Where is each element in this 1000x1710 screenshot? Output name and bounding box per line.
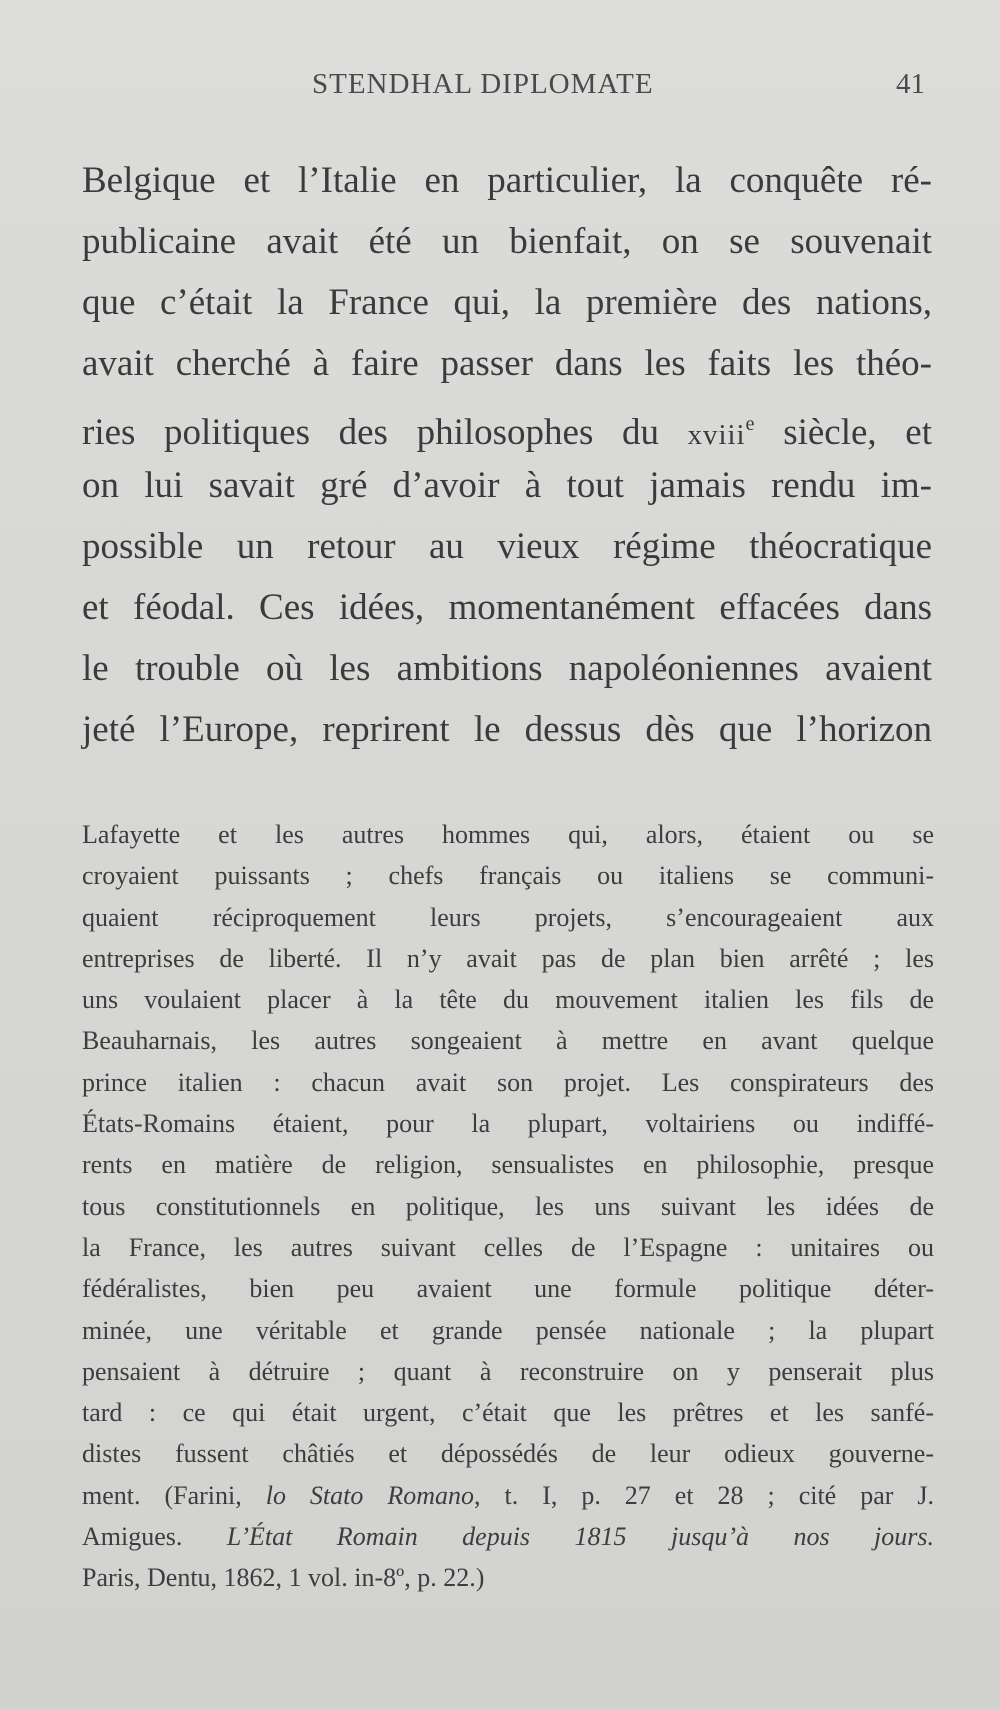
footnote-line: États-Romains étaient, pour la plupart, voltairiens ou indiffé- [82, 1109, 934, 1139]
footnote-line: pensaient à détruire ; quant à reconstruire on y penserait plus [82, 1356, 934, 1386]
footnote-line: tard : ce qui était urgent, c’était que les prêtres et les sanfé- [82, 1398, 934, 1428]
running-head [0, 68, 1000, 108]
main-text-line: que c’était la France qui, la première des nations, [82, 282, 932, 323]
citation-text: ment. (Farini, [82, 1480, 266, 1510]
main-text-line: publicaine avait été un bienfait, on se souvenait [82, 221, 932, 262]
footnote-line: minée, une véritable et grande pensée nationale ; la plupart [82, 1315, 934, 1345]
footnote-citation-line [82, 1516, 934, 1557]
citation-text: Amigues. [82, 1522, 227, 1552]
footnote-line: prince italien : chacun avait son projet. Les conspirateurs des [82, 1067, 934, 1097]
main-text-fragment: siècle, et [754, 412, 932, 454]
main-text-block [82, 150, 932, 760]
main-text-line: Belgique et l’Italie en particulier, la conquête ré- [82, 160, 932, 201]
main-text-fragment: ries politiques des philosophes du [82, 412, 688, 454]
main-text-line: avait cherché à faire passer dans les faits les théo- [82, 343, 932, 384]
footnote-line: Lafayette et les autres hommes qui, alors, étaient ou se [82, 820, 934, 849]
page-number: 41 [896, 68, 925, 100]
footnote-line: croyaient puissants ; chefs français ou italiens se communi- [82, 861, 934, 891]
footnote-line: quaient réciproquement leurs projets, s’encourageaient aux [82, 902, 934, 932]
main-text-line: on lui savait gré d’avoir à tout jamais rendu im- [82, 465, 932, 506]
footnote-line: uns voulaient placer à la tête du mouvement italien les fils de [82, 985, 934, 1015]
running-title: STENDHAL DIPLOMATE [312, 68, 654, 100]
footnote-line: Beauharnais, les autres songeaient à mettre en avant quelque [82, 1026, 934, 1056]
citation-title: lo Stato Romano [265, 1480, 475, 1510]
footnote-citation-line [82, 1475, 934, 1516]
footnote-line: entreprises de liberté. Il n’y avait pas de plan bien arrêté ; les [82, 943, 934, 973]
footnote-line: distes fussent châtiés et dépossédés de leur odieux gouverne- [82, 1439, 934, 1469]
main-text-line: possible un retour au vieux régime théocratique [82, 526, 932, 567]
footnote-line: tous constitutionnels en politique, les uns suivant les idées de [82, 1191, 934, 1221]
citation-title: L’État Romain depuis 1815 jusqu’à nos jours. [226, 1522, 934, 1552]
footnote-citation-line: Paris, Dentu, 1862, 1 vol. in-8º, p. 22.) [82, 1563, 485, 1593]
main-text-line [82, 394, 932, 455]
footnote-line: fédéralistes, bien peu avaient une formule politique déter- [82, 1274, 934, 1304]
main-text-line: et féodal. Ces idées, momentanément effacées dans [82, 587, 932, 628]
century-suffix: e [745, 413, 755, 435]
century-numeral: xviii [687, 419, 746, 452]
main-text-line: jeté l’Europe, reprirent le dessus dès que l’horizon [82, 709, 932, 750]
footnote-line: rents en matière de religion, sensualistes en philosophie, presque [82, 1150, 934, 1180]
main-text-line: le trouble où les ambitions napoléoniennes avaient [82, 648, 932, 689]
footnote-block [82, 814, 934, 1599]
citation-text: , t. I, p. 27 et 28 ; cité par J. [474, 1480, 934, 1510]
footnote-line: la France, les autres suivant celles de l’Espagne : unitaires ou [82, 1232, 934, 1262]
